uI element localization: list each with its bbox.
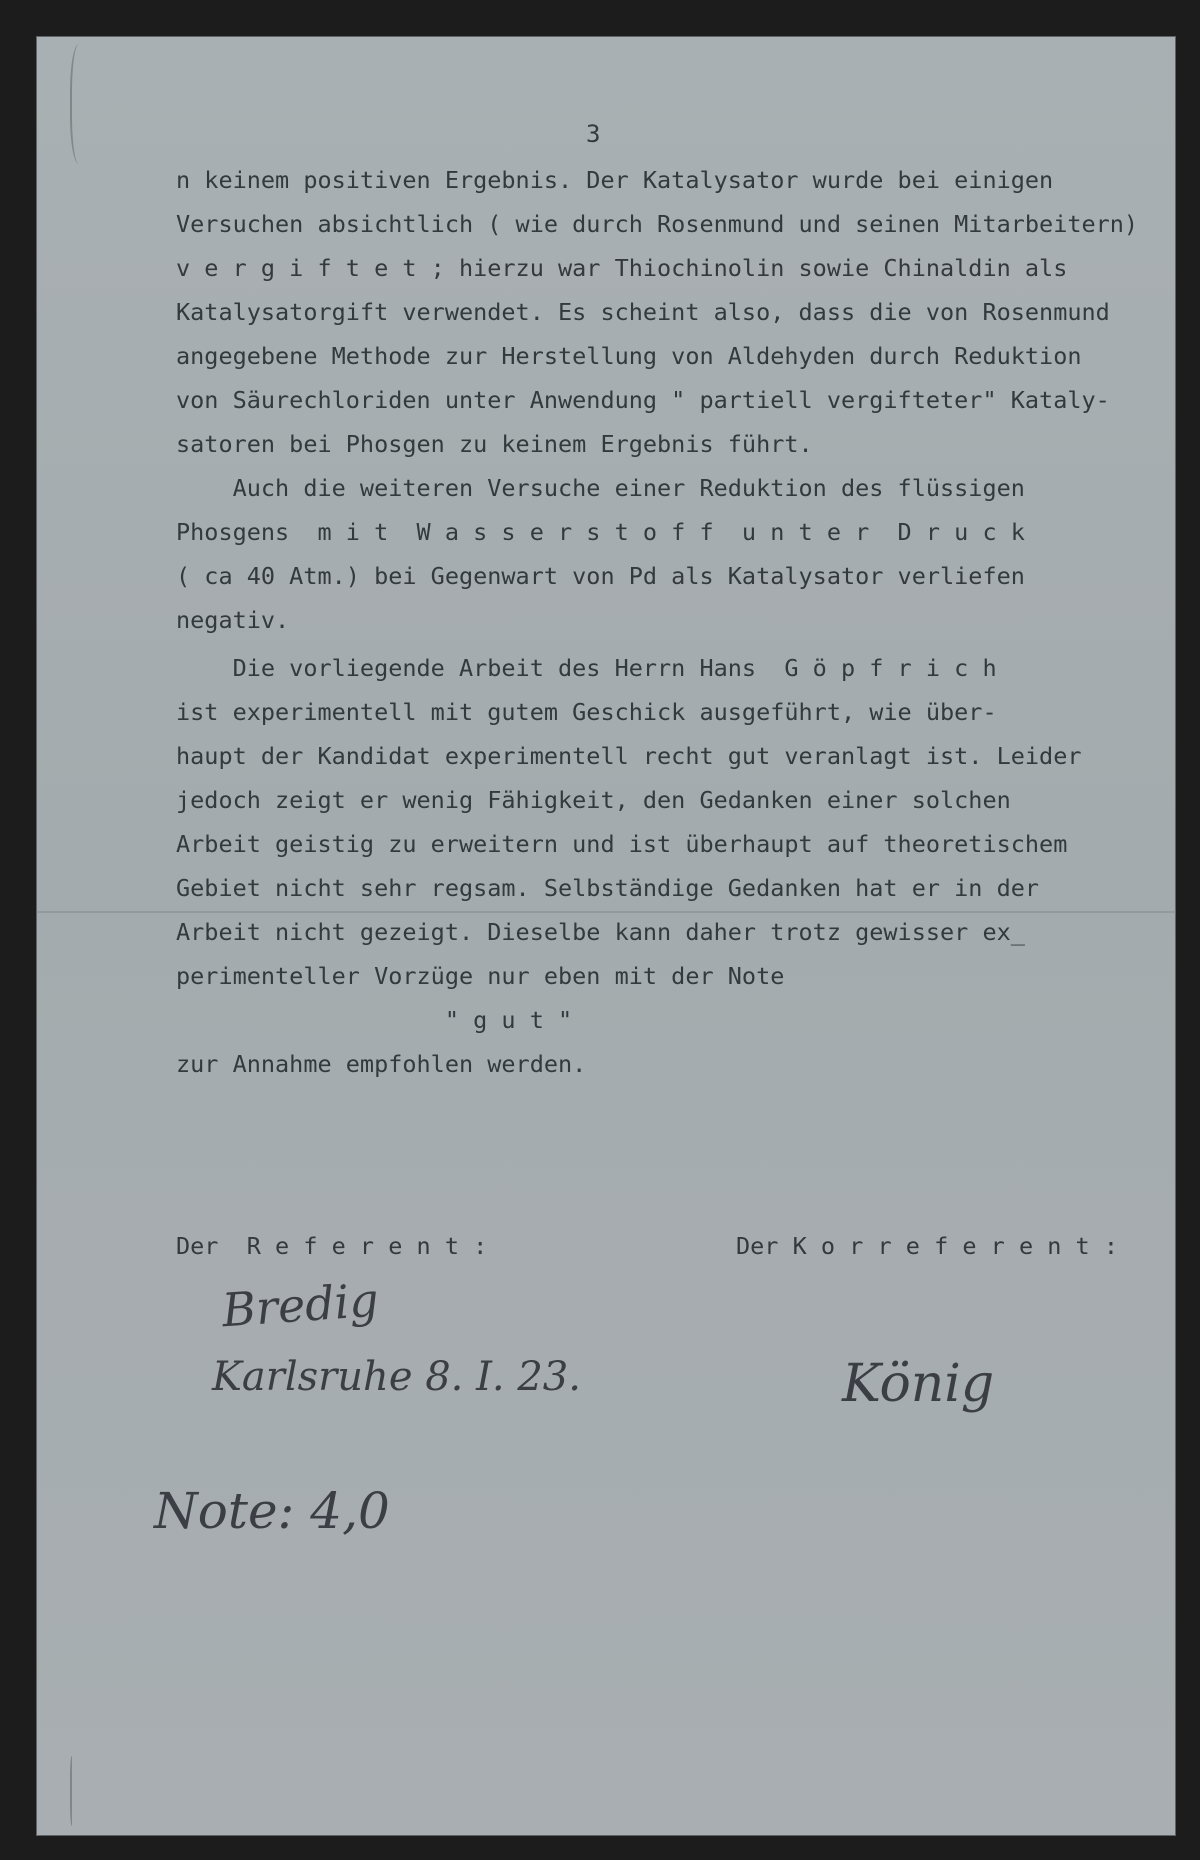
body-line: Gebiet nicht sehr regsam. Selbständige Gedanken hat er in der bbox=[176, 874, 1040, 902]
closing-line: zur Annahme empfohlen werden. bbox=[176, 1050, 587, 1078]
typed-body bbox=[176, 166, 1139, 990]
korreferent-label: Der K o r r e f e r e n t : bbox=[736, 1232, 1119, 1260]
body-line: Auch die weiteren Versuche einer Reduktion des flüssigen bbox=[176, 474, 1025, 502]
body-line: ( ca 40 Atm.) bei Gegenwart von Pd als Katalysator verliefen bbox=[176, 562, 1025, 590]
body-line: von Säurechloriden unter Anwendung " partiell vergifteter" Kataly- bbox=[176, 386, 1110, 414]
body-line: haupt der Kandidat experimentell recht gut veranlagt ist. Leider bbox=[176, 742, 1082, 770]
body-line: Versuchen absichtlich ( wie durch Rosenmund und seinen Mitarbeitern) bbox=[176, 210, 1139, 238]
grade-word-line: " g u t " bbox=[176, 1006, 573, 1034]
body-line: Katalysatorgift verwendet. Es scheint also, dass die von Rosenmund bbox=[176, 298, 1110, 326]
body-line: satoren bei Phosgen zu keinem Ergebnis führt. bbox=[176, 430, 813, 458]
paper-edge-crease bbox=[70, 44, 92, 164]
body-line: perimenteller Vorzüge nur eben mit der Note bbox=[176, 962, 785, 990]
grade-note: Note: 4,0 bbox=[154, 1482, 390, 1540]
body-line: v e r g i f t e t ; hierzu war Thiochinolin sowie Chinaldin als bbox=[176, 254, 1068, 282]
place-date: Karlsruhe 8. I. 23. bbox=[212, 1354, 581, 1400]
body-line: jedoch zeigt er wenig Fähigkeit, den Gedanken einer solchen bbox=[176, 786, 1011, 814]
body-line: ist experimentell mit gutem Geschick ausgeführt, wie über- bbox=[176, 698, 997, 726]
referent-signature: Bredig bbox=[220, 1272, 381, 1338]
body-line: Die vorliegende Arbeit des Herrn Hans G ö p f r i c h bbox=[176, 654, 997, 682]
body-line: n keinem positiven Ergebnis. Der Katalysator wurde bei einigen bbox=[176, 166, 1054, 194]
paper-edge-crease-bottom bbox=[70, 1756, 76, 1826]
body-line: negativ. bbox=[176, 606, 290, 634]
body-line: Phosgens m i t W a s s e r s t o f f u n t e r D r u c k bbox=[176, 518, 1025, 546]
body-line: angegebene Methode zur Herstellung von Aldehyden durch Reduktion bbox=[176, 342, 1082, 370]
referent-label: Der R e f e r e n t : bbox=[176, 1232, 488, 1260]
document-page bbox=[36, 36, 1176, 1836]
body-line: Arbeit nicht gezeigt. Dieselbe kann daher trotz gewisser ex_ bbox=[176, 918, 1025, 946]
body-line: Arbeit geistig zu erweitern und ist überhaupt auf theoretischem bbox=[176, 830, 1068, 858]
page-number: 3 bbox=[586, 120, 601, 148]
korreferent-signature: König bbox=[842, 1354, 995, 1414]
